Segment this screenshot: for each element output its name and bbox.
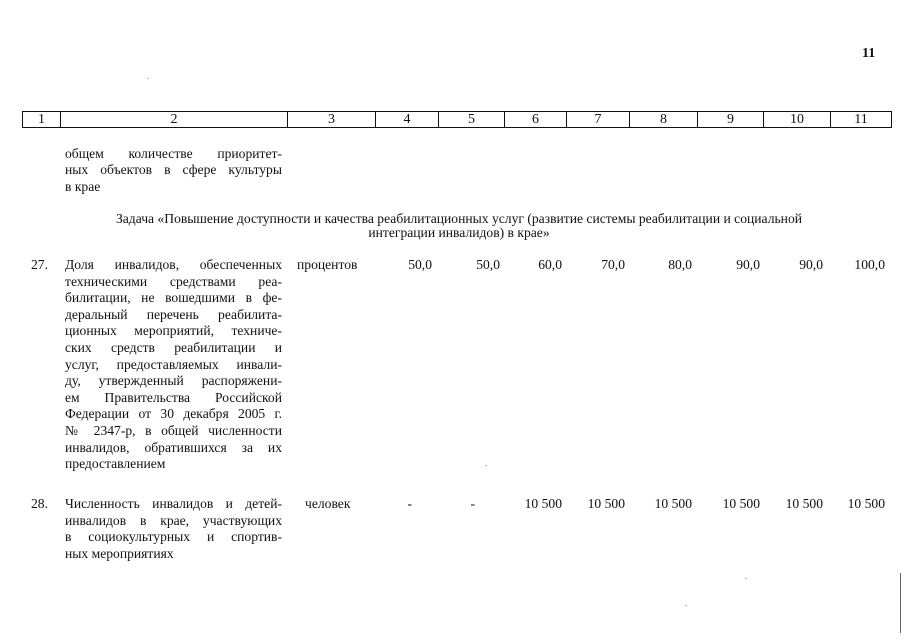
scan-edge-line: [900, 573, 901, 633]
header-cell-3: 3: [288, 112, 376, 127]
description-line: техническими средствами реа-: [65, 273, 282, 289]
continued-indicator-fragment: [65, 146, 282, 195]
header-cell-11: 11: [854, 112, 868, 127]
row-value-col9: 90,0: [736, 257, 760, 272]
scan-speck: [745, 578, 747, 579]
description-line: предоставлением: [65, 456, 166, 472]
row-description: [65, 496, 282, 562]
header-cell-6: 6: [505, 112, 567, 127]
description-line: деральный перечень реабилита-: [65, 306, 282, 322]
fragment-line: общем количестве приоритет-: [65, 146, 282, 161]
description-line: услуг, предоставляемых инвали-: [65, 356, 282, 372]
scan-speck: [485, 465, 487, 466]
description-line: Федерации от 30 декабря 2005 г.: [65, 406, 282, 422]
row-value-col10: 90,0: [799, 257, 823, 272]
row-value-col11: 100,0: [854, 257, 885, 272]
description-line: ных мероприятиях: [65, 545, 174, 561]
row-value-col6: 60,0: [538, 257, 562, 272]
row-value-col5: 50,0: [476, 257, 500, 272]
task-heading-line: интеграции инвалидов) в крае»: [368, 224, 550, 240]
description-line: билитации, не вошедшими в фе-: [65, 290, 282, 306]
row-value-col4: 50,0: [408, 257, 432, 272]
row-value-col7: 10 500: [587, 496, 625, 511]
description-line: инвалидов, обратившихся за их: [65, 439, 282, 455]
scan-speck: [147, 78, 149, 79]
row-number: 28.: [31, 496, 48, 511]
fragment-line: в крае: [65, 178, 101, 194]
header-cell-1: 1: [23, 112, 61, 127]
row-value-col11: 10 500: [847, 496, 885, 511]
header-cell-4: 4: [376, 112, 439, 127]
row-unit: человек: [305, 496, 351, 511]
header-cell-10: 10: [764, 112, 831, 127]
row-description: [65, 257, 282, 473]
description-line: Доля инвалидов, обеспеченных: [65, 257, 282, 272]
header-cell-9: 9: [698, 112, 764, 127]
description-line: ских средств реабилитации и: [65, 339, 282, 355]
row-value-col9: 10 500: [722, 496, 760, 511]
description-line: в социокультурных и спортив-: [65, 529, 282, 545]
description-line: ционных мероприятий, техниче-: [65, 323, 282, 339]
column-number-header: [22, 111, 892, 128]
row-value-col8: 10 500: [654, 496, 692, 511]
description-line: Численность инвалидов и детей-: [65, 496, 282, 511]
row-value-col10: 10 500: [785, 496, 823, 511]
description-line: № 2347-р, в общей численности: [65, 422, 282, 438]
row-value-col4: -: [407, 496, 412, 511]
task-heading-line: Задача «Повышение доступности и качества реабилитационных услуг (развитие системы реабилитации и социальной: [115, 211, 803, 226]
description-line: ем Правительства Российской: [65, 389, 282, 405]
header-cell-7: 7: [567, 112, 630, 127]
header-cell-2: 2: [61, 112, 288, 127]
row-value-col6: 10 500: [524, 496, 562, 511]
page-number: 11: [862, 46, 876, 61]
description-line: ду, утвержденный распоряжени-: [65, 373, 282, 389]
row-number: 27.: [31, 257, 48, 272]
fragment-line: ных объектов в сфере культуры: [65, 162, 282, 178]
row-value-col8: 80,0: [668, 257, 692, 272]
scan-speck: [685, 605, 687, 606]
row-value-col7: 70,0: [601, 257, 625, 272]
description-line: инвалидов в крае, участвующих: [65, 512, 282, 528]
row-value-col5: -: [470, 496, 475, 511]
header-cell-8: 8: [630, 112, 698, 127]
row-unit: процентов: [297, 257, 358, 272]
task-heading: [55, 212, 863, 239]
header-cell-5: 5: [439, 112, 505, 127]
